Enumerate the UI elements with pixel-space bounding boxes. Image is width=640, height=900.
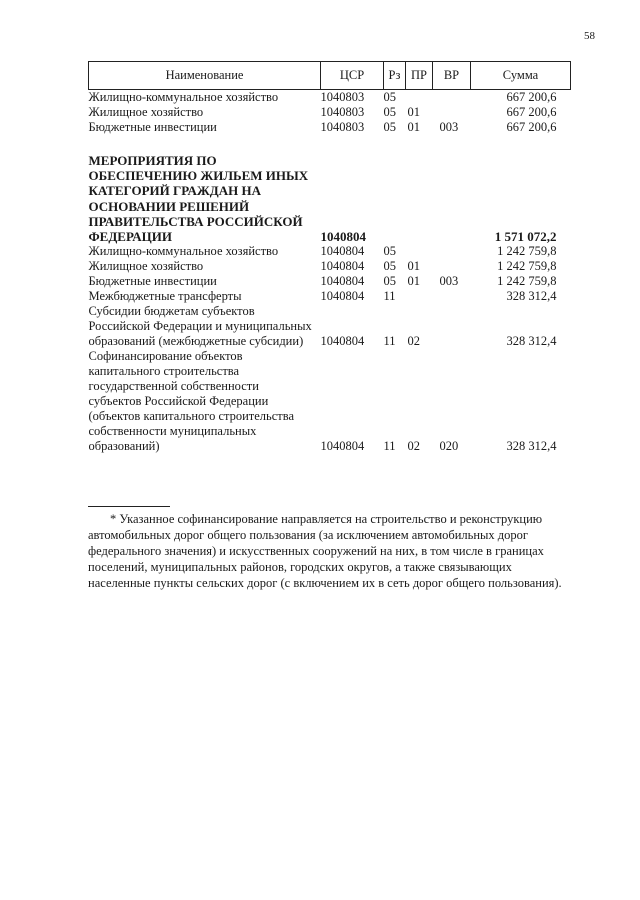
- row-csr: 1040804: [320, 289, 365, 304]
- header-rz: Рз: [384, 62, 406, 90]
- row-csr: 1040804: [320, 334, 365, 349]
- row-sum: 328 312,4: [506, 439, 557, 454]
- row-vr: 003: [439, 120, 459, 134]
- row-pr: 01: [407, 105, 420, 119]
- row-name: Межбюджетные трансферты: [88, 289, 242, 304]
- row-sum: 667 200,6: [506, 90, 557, 104]
- section-title: МЕРОПРИЯТИЯ ПО ОБЕСПЕЧЕНИЮ ЖИЛЬЕМ ИНЫХ КАТЕГОРИЙ ГРАЖДАН НА ОСНОВАНИИ РЕШЕНИЙ ПРАВИТЕЛЬСТВА РОССИЙСКОЙ ФЕДЕРАЦИИ: [88, 153, 309, 245]
- row-sum: 1 242 759,8: [497, 244, 557, 259]
- section-csr: 1040804: [320, 229, 366, 245]
- row-rz: 11: [383, 289, 396, 304]
- row-sum: 1 242 759,8: [497, 274, 557, 289]
- row-name: Жилищно-коммунальное хозяйство: [88, 90, 279, 104]
- budget-table: [88, 61, 571, 454]
- row-csr: 1040804: [320, 439, 365, 454]
- row-csr: 1040804: [320, 274, 365, 289]
- row-csr: 1040804: [320, 244, 365, 259]
- header-csr: ЦСР: [321, 62, 384, 90]
- row-name: Жилищно-коммунальное хозяйство: [88, 244, 279, 259]
- row-rz: 05: [383, 90, 396, 104]
- row-sum: 1 242 759,8: [497, 259, 557, 274]
- table-row: [89, 304, 571, 349]
- page-number: 58: [584, 30, 595, 42]
- row-rz: 05: [383, 120, 396, 134]
- table-row: [89, 90, 571, 106]
- row-pr: 01: [407, 259, 420, 274]
- row-rz: 11: [383, 439, 396, 454]
- row-name: Бюджетные инвестиции: [88, 120, 217, 134]
- table-row: [89, 289, 571, 304]
- row-pr: [406, 90, 433, 106]
- row-csr: 1040803: [320, 120, 365, 134]
- table-spacer-row: [89, 135, 571, 153]
- row-sum: 667 200,6: [506, 120, 557, 134]
- row-vr: [433, 304, 471, 349]
- row-rz: 11: [383, 334, 396, 349]
- table-row: [89, 274, 571, 289]
- row-rz: 05: [383, 105, 396, 119]
- row-name: Жилищное хозяйство: [88, 259, 204, 274]
- row-rz: 05: [383, 259, 396, 274]
- table-row: [89, 259, 571, 274]
- row-vr: 003: [439, 274, 459, 289]
- row-pr: 01: [407, 274, 420, 289]
- table-row: [89, 349, 571, 454]
- row-vr: [433, 259, 471, 274]
- section-row: [89, 153, 571, 244]
- row-pr: [406, 289, 433, 304]
- row-name: Бюджетные инвестиции: [88, 274, 217, 289]
- footnote: * Указанное софинансирование направляется на строительство и реконструкцию автомобильных дорог общего пользования (за исключением автомобильных дорог федерального значения) и искусственных сооружений на них, в том числе в границах поселений, муниципальных районов, городских округов, а также связывающих населенные пункты сельских дорог (с включением их в сеть дорог общего пользования).: [88, 512, 562, 590]
- section-sum: 1 571 072,2: [494, 229, 557, 245]
- row-sum: 328 312,4: [506, 289, 557, 304]
- header-sum: Сумма: [471, 62, 571, 90]
- row-csr: 1040803: [320, 105, 365, 119]
- row-vr: [433, 244, 471, 259]
- row-vr: [433, 90, 471, 106]
- row-name: Субсидии бюджетам субъектов Российской Федерации и муниципальных образований (межбюджетные субсидии): [88, 304, 312, 349]
- header-name: Наименование: [89, 62, 321, 90]
- row-name: Софинансирование объектов капитального строительства государственной собственности субъектов Российской Федерации (объектов капитального строительства собственности муниципальных образований): [88, 349, 295, 454]
- row-pr: 02: [407, 439, 420, 454]
- row-vr: 020: [439, 439, 459, 454]
- table-header-row: [89, 62, 571, 90]
- row-rz: 05: [383, 274, 396, 289]
- row-csr: 1040803: [320, 90, 365, 104]
- row-rz: 05: [383, 244, 396, 259]
- table-row: [89, 244, 571, 259]
- row-pr: 01: [407, 120, 420, 134]
- row-vr: [433, 289, 471, 304]
- row-name: Жилищное хозяйство: [88, 105, 204, 119]
- table-row: [89, 105, 571, 120]
- row-pr: 02: [407, 334, 420, 349]
- header-vr: ВР: [433, 62, 471, 90]
- row-vr: [433, 105, 471, 120]
- footnote-divider: [88, 506, 170, 507]
- table-row: [89, 120, 571, 135]
- row-sum: 667 200,6: [506, 105, 557, 119]
- row-sum: 328 312,4: [506, 334, 557, 349]
- header-pr: ПР: [406, 62, 433, 90]
- row-csr: 1040804: [320, 259, 365, 274]
- row-pr: [406, 244, 433, 259]
